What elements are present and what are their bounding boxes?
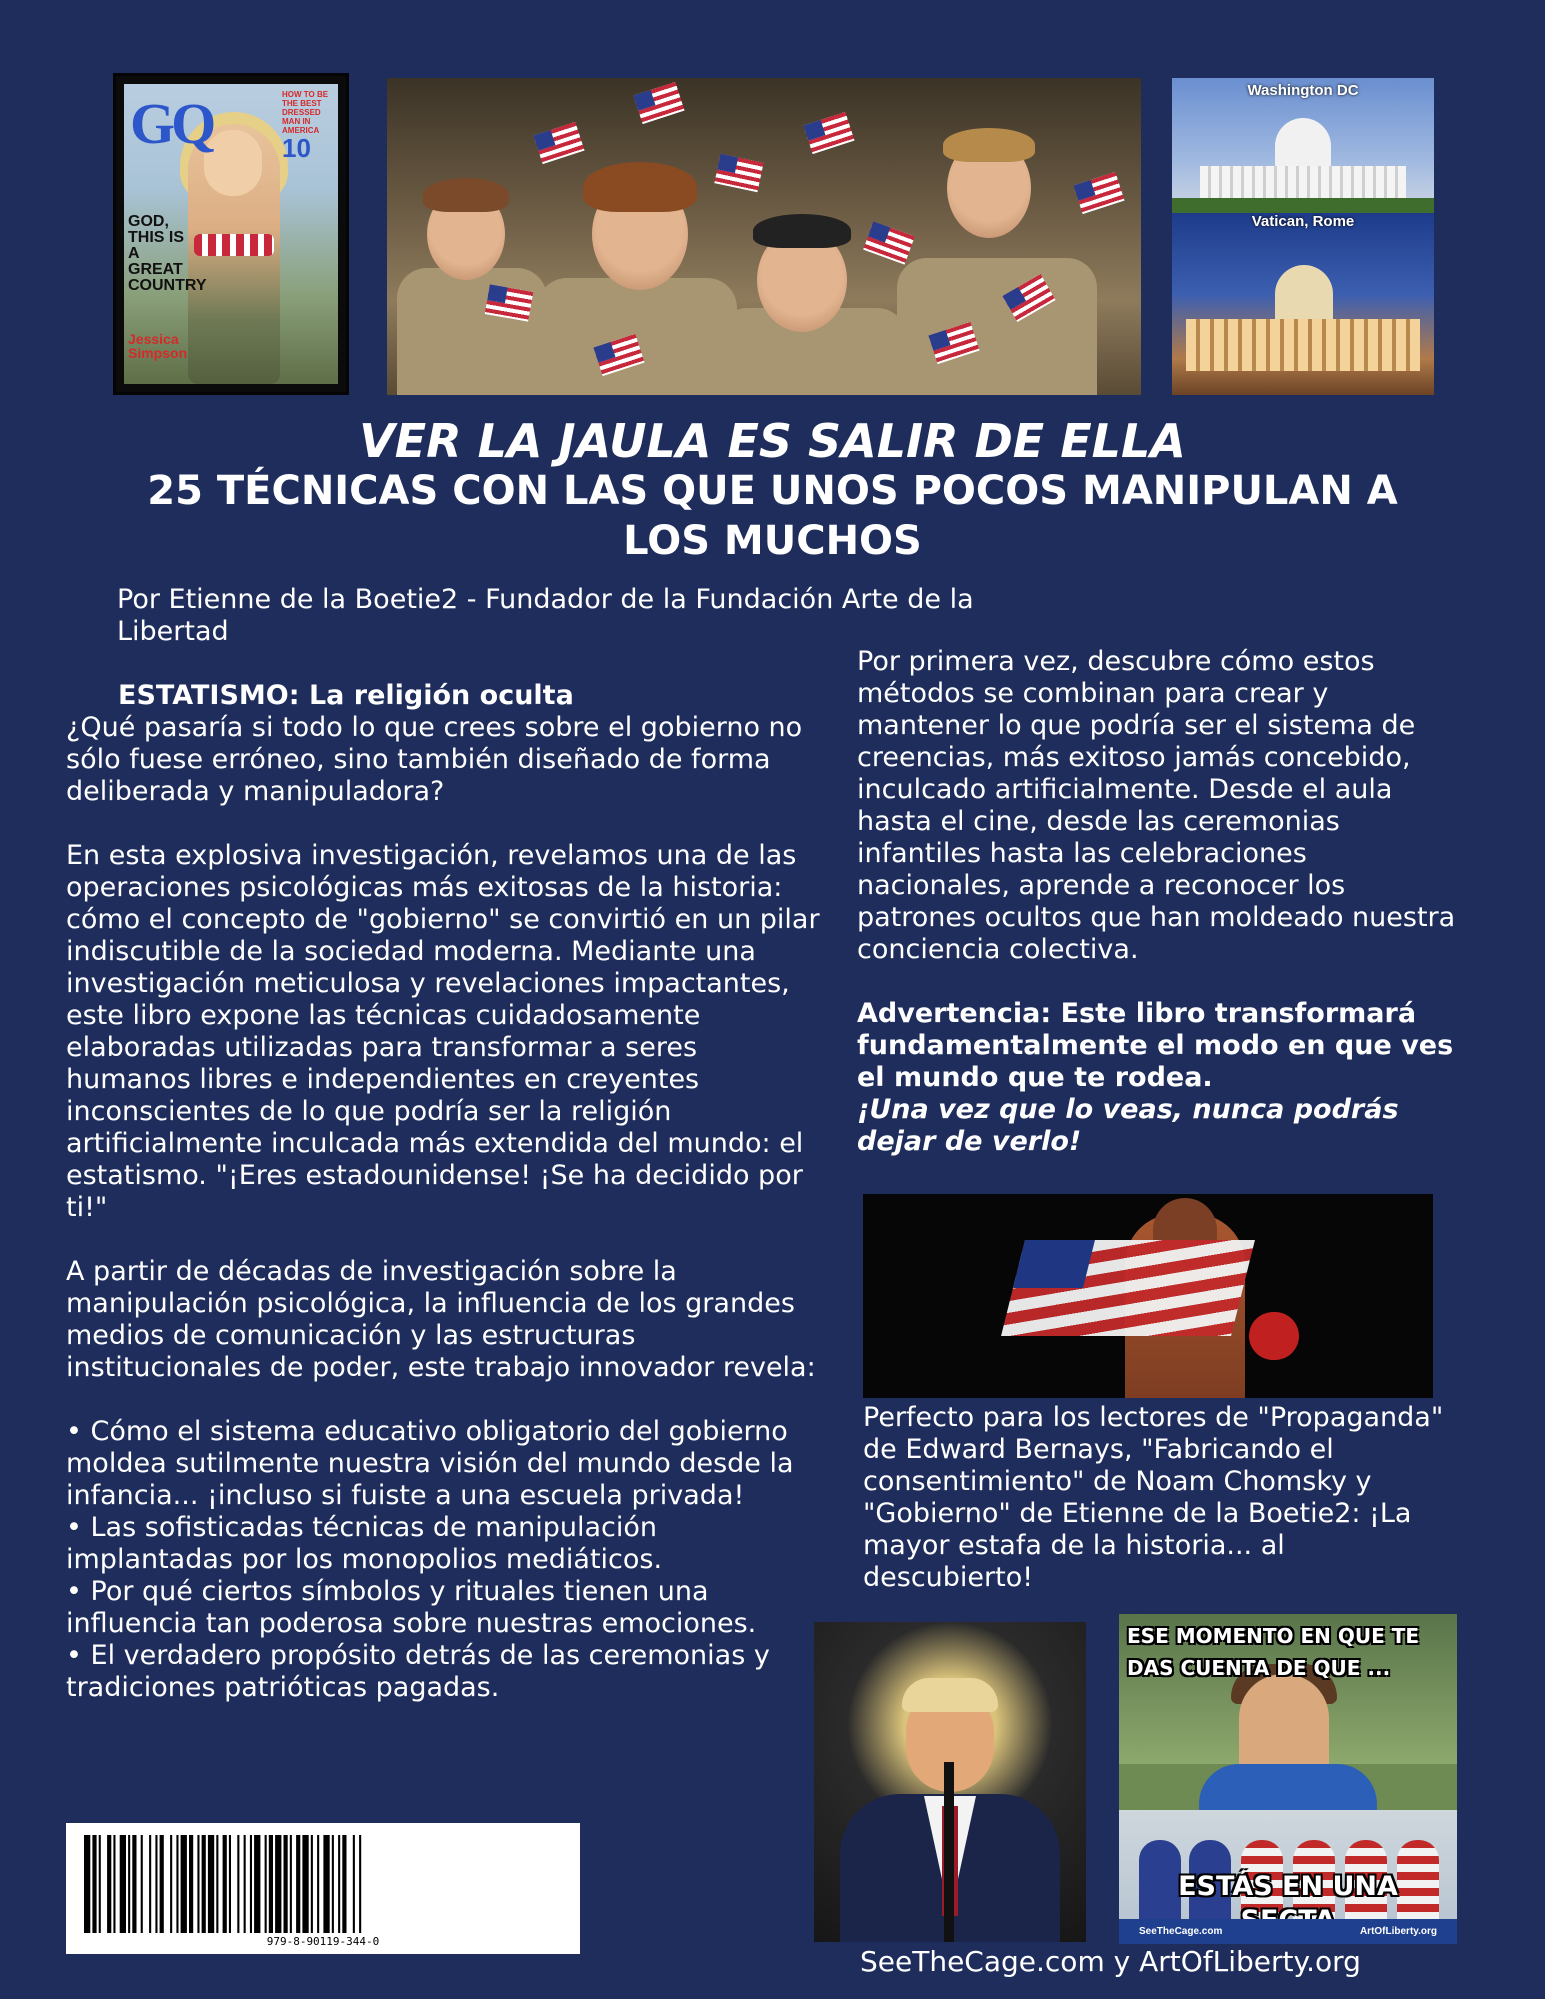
- warning-text: Advertencia: Este libro transformará fundamentalmente el modo en que ves el mundo que te rodea.: [857, 998, 1454, 1093]
- bullet-item: • El verdadero propósito detrás de las ceremonias y tradiciones patrióticas pagadas.: [66, 1640, 770, 1703]
- magazine-cover-name: Jessica Simpson: [128, 331, 188, 361]
- meme-footer-left: SeeTheCage.com: [1139, 1926, 1223, 1937]
- footer-websites: SeeTheCage.com y ArtOfLiberty.org: [860, 1945, 1361, 1978]
- magazine-headline: GOD, THIS IS A GREAT COUNTRY: [128, 213, 207, 294]
- first-time-paragraph: Por primera vez, descubre cómo estos métodos se combinan para crear y mantener lo que podría ser el sistema de creencias, más exitoso jamás concebido, inculcado artificialmente. Desde el aula hasta el cine, desde las ceremonias infantiles hasta las celebraciones nacionales, aprende a reconocer los patrones ocultos que han moldeado nuestra conciencia colectiva.: [857, 646, 1456, 965]
- section-title: ESTATISMO: La religión oculta: [118, 680, 574, 711]
- rocky-flag-photo: [863, 1194, 1433, 1398]
- author-line: Por Etienne de la Boetie2 - Fundador de la Fundación Arte de la Libertad: [117, 584, 974, 647]
- scouts-saluting-photo: [387, 78, 1141, 395]
- warning-italic-text: ¡Una vez que lo veas, nunca podrás dejar de verlo!: [857, 1094, 1399, 1157]
- barcode-bars: [84, 1835, 562, 1933]
- right-column: [857, 646, 1457, 1158]
- book-subtitle: 25 TÉCNICAS CON LAS QUE UNOS POCOS MANIPULAN A LOS MUCHOS: [147, 468, 1398, 564]
- cult-meme-photo: [1119, 1614, 1457, 1944]
- barcode-image: [66, 1823, 580, 1954]
- trump-podium-photo: [814, 1622, 1086, 1942]
- isbn-number: 979-8-90119-344-0: [266, 1935, 380, 1948]
- bullet-item: • Por qué ciertos símbolos y rituales tienen una influencia tan poderosa sobre nuestras emociones.: [66, 1576, 757, 1639]
- investigation-paragraph: En esta explosiva investigación, revelamos una de las operaciones psicológicas más exitosas de la historia: cómo el concepto de "gobierno" se convirtió en un pilar indiscutible de la sociedad moderna. Mediante una investigación meticulosa y revelaciones impactantes, este libro expone las técnicas cuidadosamente elaboradas utilizadas para transformar a seres humanos libres e independientes en creyentes inconscientes de lo que podría ser la religión artificialmente inculcada más extendida del mundo: el estatismo. "¡Eres estadounidense! ¡Se ha decidido por ti!": [66, 840, 820, 1223]
- reveals-paragraph: A partir de décadas de investigación sobre la manipulación psicológica, la influencia de los grandes medios de comunicación y las estructuras institucionales de poder, este trabajo innovador revela:: [66, 1256, 816, 1383]
- meme-footer: [1119, 1919, 1457, 1944]
- landmark-label-washington: Washington DC: [1247, 82, 1359, 99]
- left-column: [66, 680, 826, 1704]
- landmark-label-vatican: Vatican, Rome: [1251, 213, 1355, 230]
- magazine-cover-photo: [113, 73, 349, 395]
- intro-paragraph: ¿Qué pasaría si todo lo que crees sobre el gobierno no sólo fuese erróneo, sino también diseñado de forma deliberada y manipuladora?: [66, 712, 803, 807]
- landmarks-photo: [1172, 78, 1434, 395]
- magazine-side-text: HOW TO BE THE BEST DRESSED MAN IN AMERICA 10: [282, 90, 329, 163]
- meme-bottom-text: ESTÁS EN UNA: [1178, 1871, 1398, 1902]
- recommendation-paragraph: Perfecto para los lectores de "Propaganda" de Edward Bernays, "Fabricando el consentimiento" de Noam Chomsky y "Gobierno" de Etienne de la Boetie2: ¡La mayor estafa de la historia... al descubierto!: [863, 1402, 1444, 1593]
- book-title: VER LA JAULA ES SALIR DE ELLA: [359, 414, 1186, 468]
- meme-footer-right: ArtOfLiberty.org: [1359, 1926, 1437, 1937]
- bullet-item: • Cómo el sistema educativo obligatorio del gobierno moldea sutilmente nuestra visión del mundo desde la infancia... ¡incluso si fuiste a una escuela privada!: [66, 1416, 794, 1511]
- meme-top-text: ESE MOMENTO EN QUE TE DAS CUENTA DE QUE ...: [1127, 1624, 1420, 1680]
- bullet-item: • Las sofisticadas técnicas de manipulación implantadas por los monopolios mediáticos.: [66, 1512, 663, 1575]
- magazine-logo: GQ: [130, 91, 213, 156]
